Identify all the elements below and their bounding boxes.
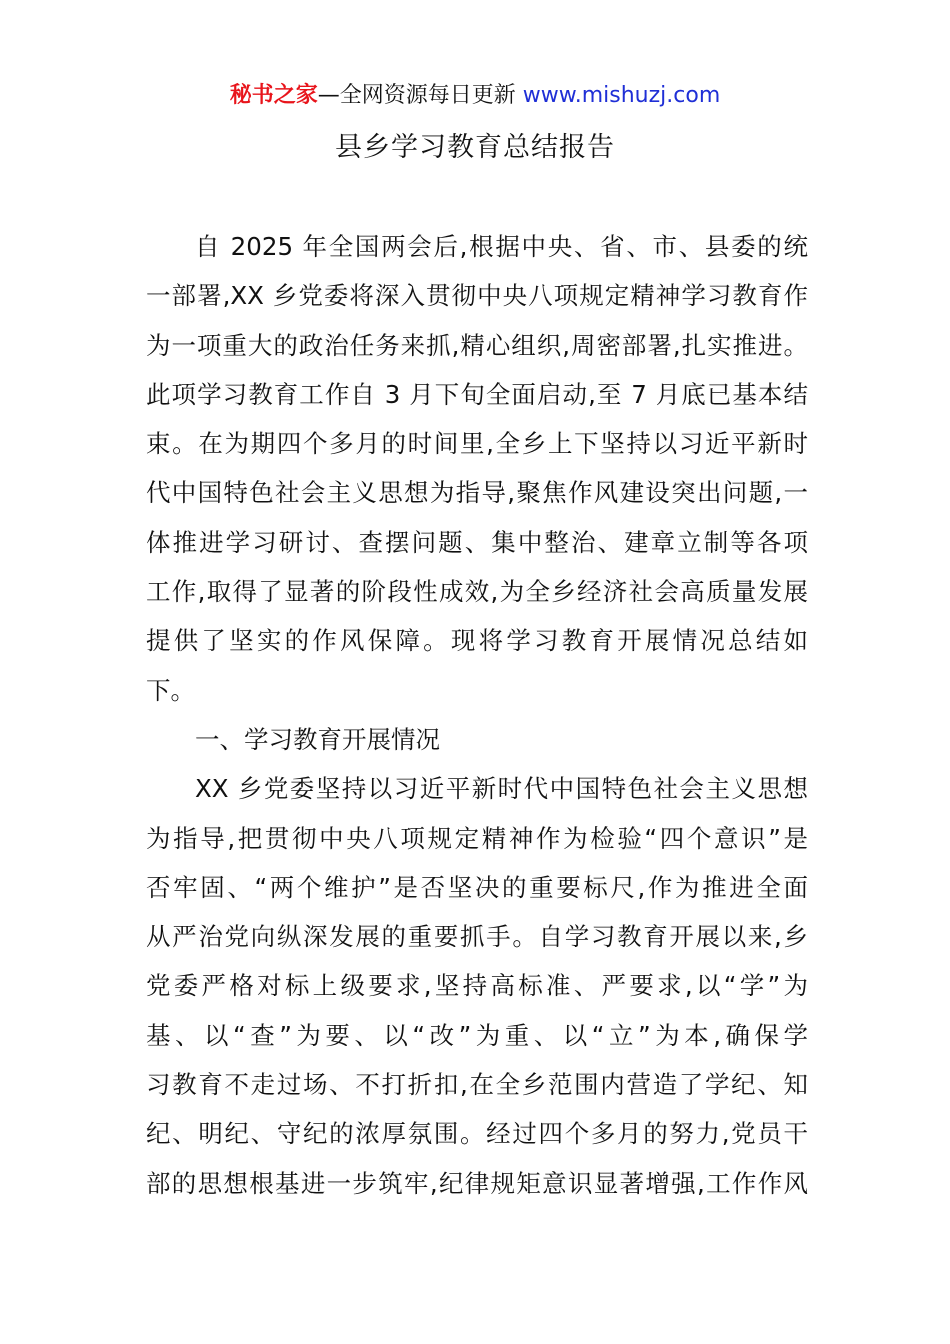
paragraph-2-line-1: XX 乡党委坚持以习近平新时代中国特色社会主义思想 <box>195 774 808 804</box>
paragraph-2-line-4: 从严治党向纵深发展的重要抓手。自学习教育开展以来,乡 <box>146 922 808 952</box>
document-body <box>146 222 808 1208</box>
paragraph-2-line-7: 习教育不走过场、不打折扣,在全乡范围内营造了学纪、知 <box>146 1070 808 1100</box>
document-title: 县乡学习教育总结报告 <box>335 132 615 163</box>
watermark-header <box>0 80 950 112</box>
paragraph-1-line-1: 自 2025 年全国两会后,根据中央、省、市、县委的统 <box>195 232 808 261</box>
paragraph-2-line-8: 纪、明纪、守纪的浓厚氛围。经过四个多月的努力,党员干 <box>146 1119 808 1149</box>
brand-name: 秘书之家 <box>229 83 318 108</box>
paragraph-1-line-6: 代中国特色社会主义思想为指导,聚焦作风建设突出问题,一 <box>146 478 808 508</box>
paragraph-1-line-9: 提供了坚实的作风保障。现将学习教育开展情况总结如 <box>146 626 808 656</box>
paragraph-1-line-10: 下。 <box>146 675 195 705</box>
paragraph-2-line-5: 党委严格对标上级要求,坚持高标准、严要求,以“学”为 <box>146 971 808 1001</box>
section-heading-1: 一、学习教育开展情况 <box>195 724 440 754</box>
paragraph-2-line-2: 为指导,把贯彻中央八项规定精神作为检验“四个意识”是 <box>146 823 808 853</box>
paragraph-1-line-8: 工作,取得了显著的阶段性成效,为全乡经济社会高质量发展 <box>146 577 808 607</box>
paragraph-1-line-5: 束。在为期四个多月的时间里,全乡上下坚持以习近平新时 <box>146 429 808 459</box>
paragraph-1-line-7: 体推进学习研讨、查摆问题、集中整治、建章立制等各项 <box>146 527 808 557</box>
paragraph-2-line-9: 部的思想根基进一步筑牢,纪律规矩意识显著增强,工作作风 <box>146 1168 808 1198</box>
paragraph-2-line-6: 基、以“查”为要、以“改”为重、以“立”为本,确保学 <box>146 1020 808 1050</box>
paragraph-1-line-4: 此项学习教育工作自 3 月下旬全面启动,至 7 月底已基本结 <box>146 379 808 409</box>
paragraph-1-line-3: 为一项重大的政治任务来抓,精心组织,周密部署,扎实推进。 <box>146 330 808 360</box>
paragraph-2-line-3: 否牢固、“两个维护”是否坚决的重要标尺,作为推进全面 <box>146 872 808 902</box>
paragraph-1-line-2: 一部署,XX 乡党委将深入贯彻中央八项规定精神学习教育作 <box>146 281 808 311</box>
brand-slogan: —全网资源每日更新 <box>317 83 516 108</box>
site-url: www.mishuzj.com <box>515 83 721 108</box>
